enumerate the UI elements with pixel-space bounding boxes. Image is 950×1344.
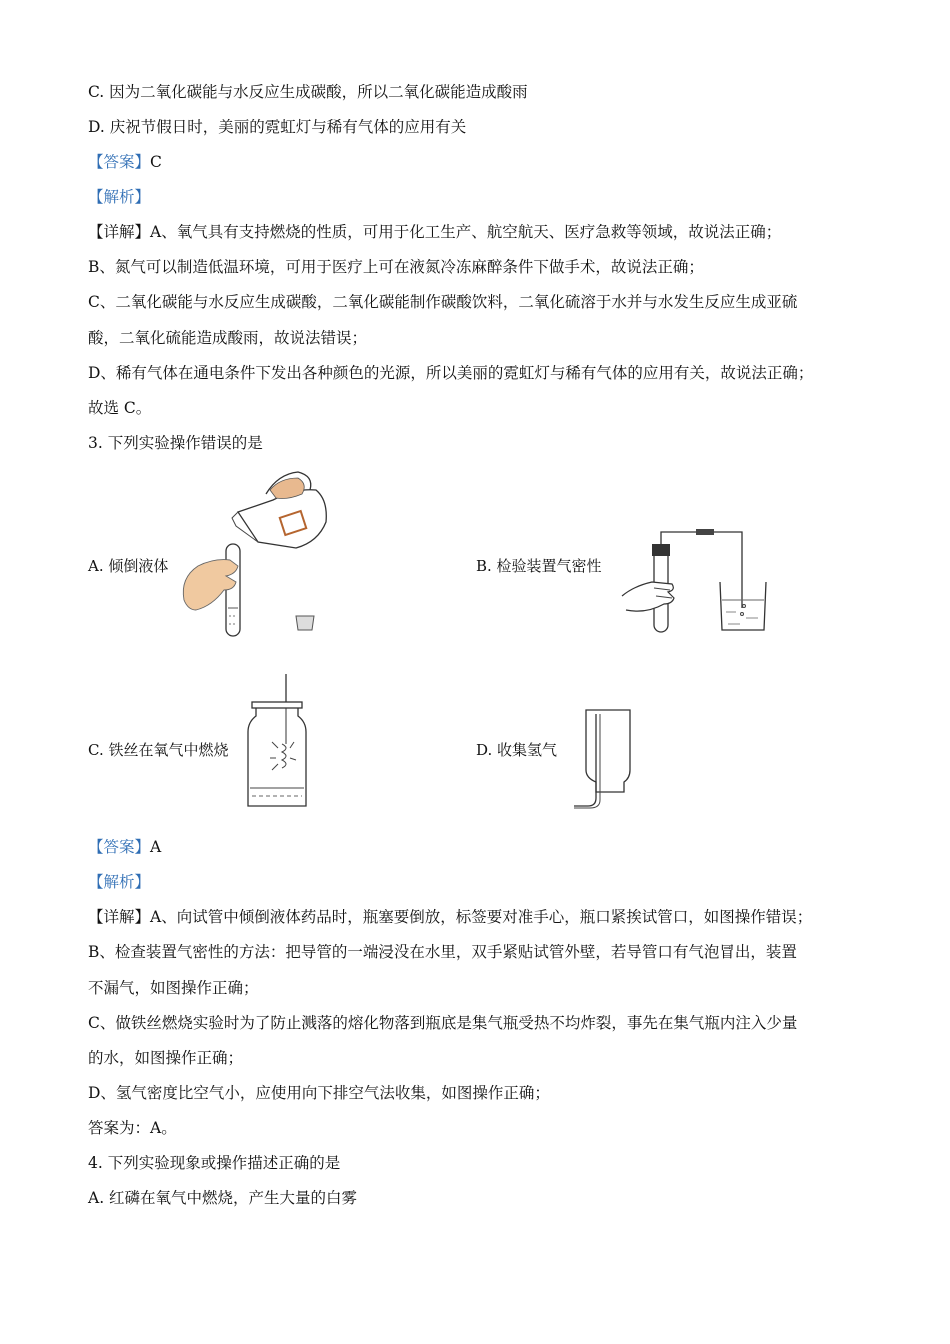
q2-analysis-tag [88, 187, 150, 207]
q2-answer [88, 152, 162, 172]
figure-airtightness [616, 526, 772, 638]
q3-analysis-tag [88, 872, 150, 892]
answer-tag: 【答案】 [88, 153, 151, 171]
q2-option-d: D. 庆祝节假日时，美丽的霓虹灯与稀有气体的应用有关 [88, 118, 467, 136]
q3-detail-c2: 的水，如图操作正确； [88, 1049, 244, 1067]
q4-option-a: A. 红磷在氧气中燃烧，产生大量的白雾 [88, 1189, 358, 1207]
q2-detail-b: B、氮气可以制造低温环境，可用于医疗上可在液氮冷冻麻醉条件下做手术，故说法正确； [88, 258, 704, 276]
q3-detail-c1: C、做铁丝燃烧实验时为了防止溅落的熔化物落到瓶底是集气瓶受热不均炸裂，事先在集气瓶内注入少量 [88, 1014, 798, 1032]
q2-conclusion: 故选 C。 [88, 399, 152, 417]
answer-value: C [150, 153, 162, 171]
q3-stem: 3. 下列实验操作错误的是 [88, 434, 263, 452]
q4-stem: 4. 下列实验现象或操作描述正确的是 [88, 1154, 341, 1172]
q2-option-c: C. 因为二氧化碳能与水反应生成碳酸，所以二氧化碳能造成酸雨 [88, 83, 528, 101]
figure-iron-burning [244, 672, 310, 810]
answer-tag: 【答案】 [88, 838, 151, 856]
analysis-tag: 【解析】 [88, 873, 151, 891]
q2-detail-c2: 酸，二氧化硫能造成酸雨，故说法错误； [88, 329, 368, 347]
q2-detail-a [88, 222, 781, 242]
q3-conclusion: 答案为：A。 [88, 1119, 177, 1137]
q3-option-b: B. 检验装置气密性 [476, 557, 602, 575]
q2-detail-c1: C、二氧化碳能与水反应生成碳酸，二氧化碳能制作碳酸饮料，二氧化硫溶于水并与水发生反应生成亚硫 [88, 293, 798, 311]
q2-detail-d: D、稀有气体在通电条件下发出各种颜色的光源，所以美丽的霓虹灯与稀有气体的应用有关，故说法正确； [88, 364, 814, 382]
detail-a-text: A、向试管中倾倒液体药品时，瓶塞要倒放，标签要对准手心，瓶口紧挨试管口，如图操作错误； [150, 908, 813, 926]
q3-detail-d: D、氢气密度比空气小，应使用向下排空气法收集，如图操作正确； [88, 1084, 550, 1102]
analysis-tag: 【解析】 [88, 188, 151, 206]
q3-answer [88, 837, 161, 857]
detail-tag: 【详解】 [88, 223, 151, 241]
answer-value: A [150, 838, 162, 856]
detail-a-text: A、氧气具有支持燃烧的性质，可用于化工生产、航空航天、医疗急救等领域，故说法正确； [150, 223, 782, 241]
q3-detail-b2: 不漏气，如图操作正确； [88, 979, 259, 997]
figure-collect-hydrogen [572, 708, 634, 810]
q3-option-d: D. 收集氢气 [476, 741, 558, 759]
q3-option-a: A. 倾倒液体 [88, 557, 169, 575]
detail-tag: 【详解】 [88, 908, 151, 926]
q3-detail-a [88, 907, 812, 927]
figure-pour-liquid [178, 460, 338, 642]
q3-detail-b1: B、检查装置气密性的方法：把导管的一端浸没在水里，双手紧贴试管外壁，若导管口有气泡冒出，装置 [88, 943, 797, 961]
q3-option-c: C. 铁丝在氧气中燃烧 [88, 741, 229, 759]
